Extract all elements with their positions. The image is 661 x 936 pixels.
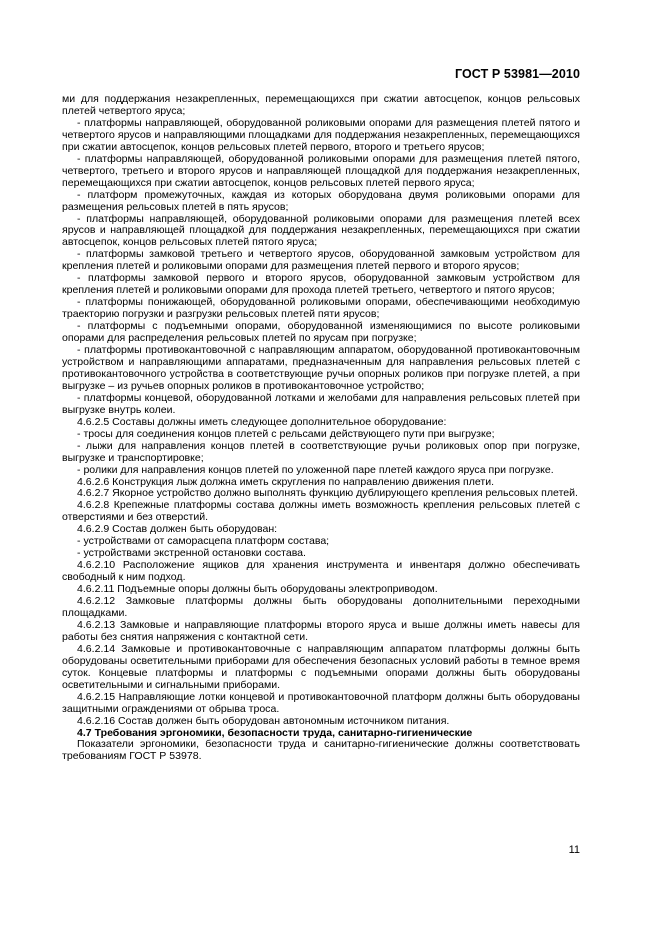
paragraph: Показатели эргономики, безопасности труда и санитарно-гигиенические должны соответствовать требованиям ГОСТ Р 53978. — [62, 738, 580, 763]
clause-4-6-2-13: 4.6.2.13 Замковые и направляющие платформы второго яруса и выше должны иметь навесы для работы без снятия напряжения с контактной сети. — [62, 618, 580, 643]
clause-4-6-2-9: 4.6.2.9 Состав должен быть оборудован: — [77, 523, 278, 536]
list-item: - платформы замковой первого и второго ярусов, оборудованной замковым устройством для крепления плетей и роликовыми опорами для прохода плетей третьего, четвертого и пятого ярусов; — [62, 272, 580, 297]
list-item: - платформы противокантовочной с направляющим аппаратом, оборудованной противокантовочным устройством и направляющими аппаратами, предназначенным для направления рельсовых плетей с противокантовочного устройства в соответствующие ручьи опорных роликов при погрузке плетей, а при выгрузке – из ручьев опорных роликов в противокантовочное устройство; — [62, 344, 580, 392]
list-item: - тросы для соединения концов плетей с рельсами действующего пути при выгрузке; — [77, 427, 495, 440]
list-item: - платформы направляющей, оборудованной роликовыми опорами для размещения плетей всех ярусов и направляющей площадкой для поддержания незакрепленных, перемещающихся при сжатии автосцепок, концов рельсовых плетей пятого яруса; — [62, 212, 580, 249]
list-item: - платформы направляющей, оборудованной роликовыми опорами для размещения плетей пятого, четвертого, третьего и второго ярусов и направляющей площадкой для поддержания незакрепленных, перемещающихся при сжатии автосцепок, концов рельсовых плетей первого яруса; — [62, 152, 580, 189]
list-item: - платформы с подъемными опорами, оборудованной изменяющимися по высоте роликовыми опорами для распределения рельсовых плетей по ярусам при погрузке; — [62, 320, 580, 345]
list-item: - платформы понижающей, оборудованной роликовыми опорами, обеспечивающими необходимую траекторию погрузки и разгрузки рельсовых плетей пяти ярусов; — [62, 296, 580, 321]
list-item: - ролики для направления концов плетей по уложенной паре плетей каждого яруса при погрузке. — [77, 463, 554, 476]
list-item: - устройствами от саморасцепа платформ состава; — [77, 535, 330, 548]
clause-4-6-2-14: 4.6.2.14 Замковые и противокантовочные с направляющим аппаратом платформы должны быть оборудованы осветительными приборами для обеспечения безопасных условий работы в темное время суток. Концевые платформы и платформы с подъемными опорами должны быть оборудованы осветительными и сигнальными приборами. — [62, 642, 580, 691]
list-item: - устройствами экстренной остановки состава. — [77, 547, 306, 560]
paragraph: ми для поддержания незакрепленных, перемещающихся при сжатии автосцепок, концов рельсовых плетей четвертого яруса; — [62, 93, 580, 117]
list-item: - платформы направляющей, оборудованной роликовыми опорами для размещения плетей пятого и четвертого ярусов и направляющими площадками для поддержания незакрепленных, перемещающихся при сжатии автосцепок, концов рельсовых плетей первого, второго и третьего ярусов; — [62, 116, 580, 153]
section-heading-4-7: 4.7 Требования эргономики, безопасности труда, санитарно-гигиенические — [77, 726, 473, 739]
clause-4-6-2-7: 4.6.2.7 Якорное устройство должно выполнять функцию дублирующего крепления рельсовых плетей. — [77, 487, 578, 500]
clause-4-6-2-15: 4.6.2.15 Направляющие лотки концевой и противокантовочной платформ должны быть оборудованы защитными ограждениями от обрыва троса. — [62, 690, 580, 715]
list-item: - платформ промежуточных, каждая из которых оборудована двумя роликовыми опорами для размещения рельсовых плетей в пять ярусов; — [62, 188, 580, 213]
list-item: - лыжи для направления концов плетей в соответствующие ручьи роликовых опор при погрузке, выгрузке и транспортировке; — [62, 439, 580, 464]
list-item: - платформы концевой, оборудованной лотками и желобами для направления рельсовых плетей при выгрузке внутрь колеи. — [62, 391, 580, 416]
clause-4-6-2-8: 4.6.2.8 Крепежные платформы состава должны иметь возможность крепления рельсовых плетей с отверстиями и без отверстий. — [62, 499, 580, 524]
clause-4-6-2-12: 4.6.2.12 Замковые платформы должны быть оборудованы дополнительными переходными площадками. — [62, 595, 580, 619]
clause-4-6-2-6: 4.6.2.6 Конструкция лыж должна иметь скругления по направлению движения плети. — [77, 475, 495, 488]
page-number: 11 — [568, 844, 580, 856]
clause-4-6-2-5: 4.6.2.5 Составы должны иметь следующее дополнительное оборудование: — [77, 415, 447, 428]
clause-4-6-2-11: 4.6.2.11 Подъемные опоры должны быть оборудованы электроприводом. — [77, 583, 438, 596]
document-id-header: ГОСТ Р 53981—2010 — [454, 67, 580, 81]
clause-4-6-2-10: 4.6.2.10 Расположение ящиков для хранения инструмента и инвентаря должно обеспечивать свободный к ним подход. — [62, 559, 580, 584]
clause-4-6-2-16: 4.6.2.16 Состав должен быть оборудован автономным источником питания. — [77, 714, 450, 727]
document-body — [62, 94, 580, 763]
list-item: - платформы замковой третьего и четвертого ярусов, оборудованной замковым устройством для крепления плетей и роликовыми опорами для размещения плетей первого и второго ярусов; — [62, 248, 580, 273]
